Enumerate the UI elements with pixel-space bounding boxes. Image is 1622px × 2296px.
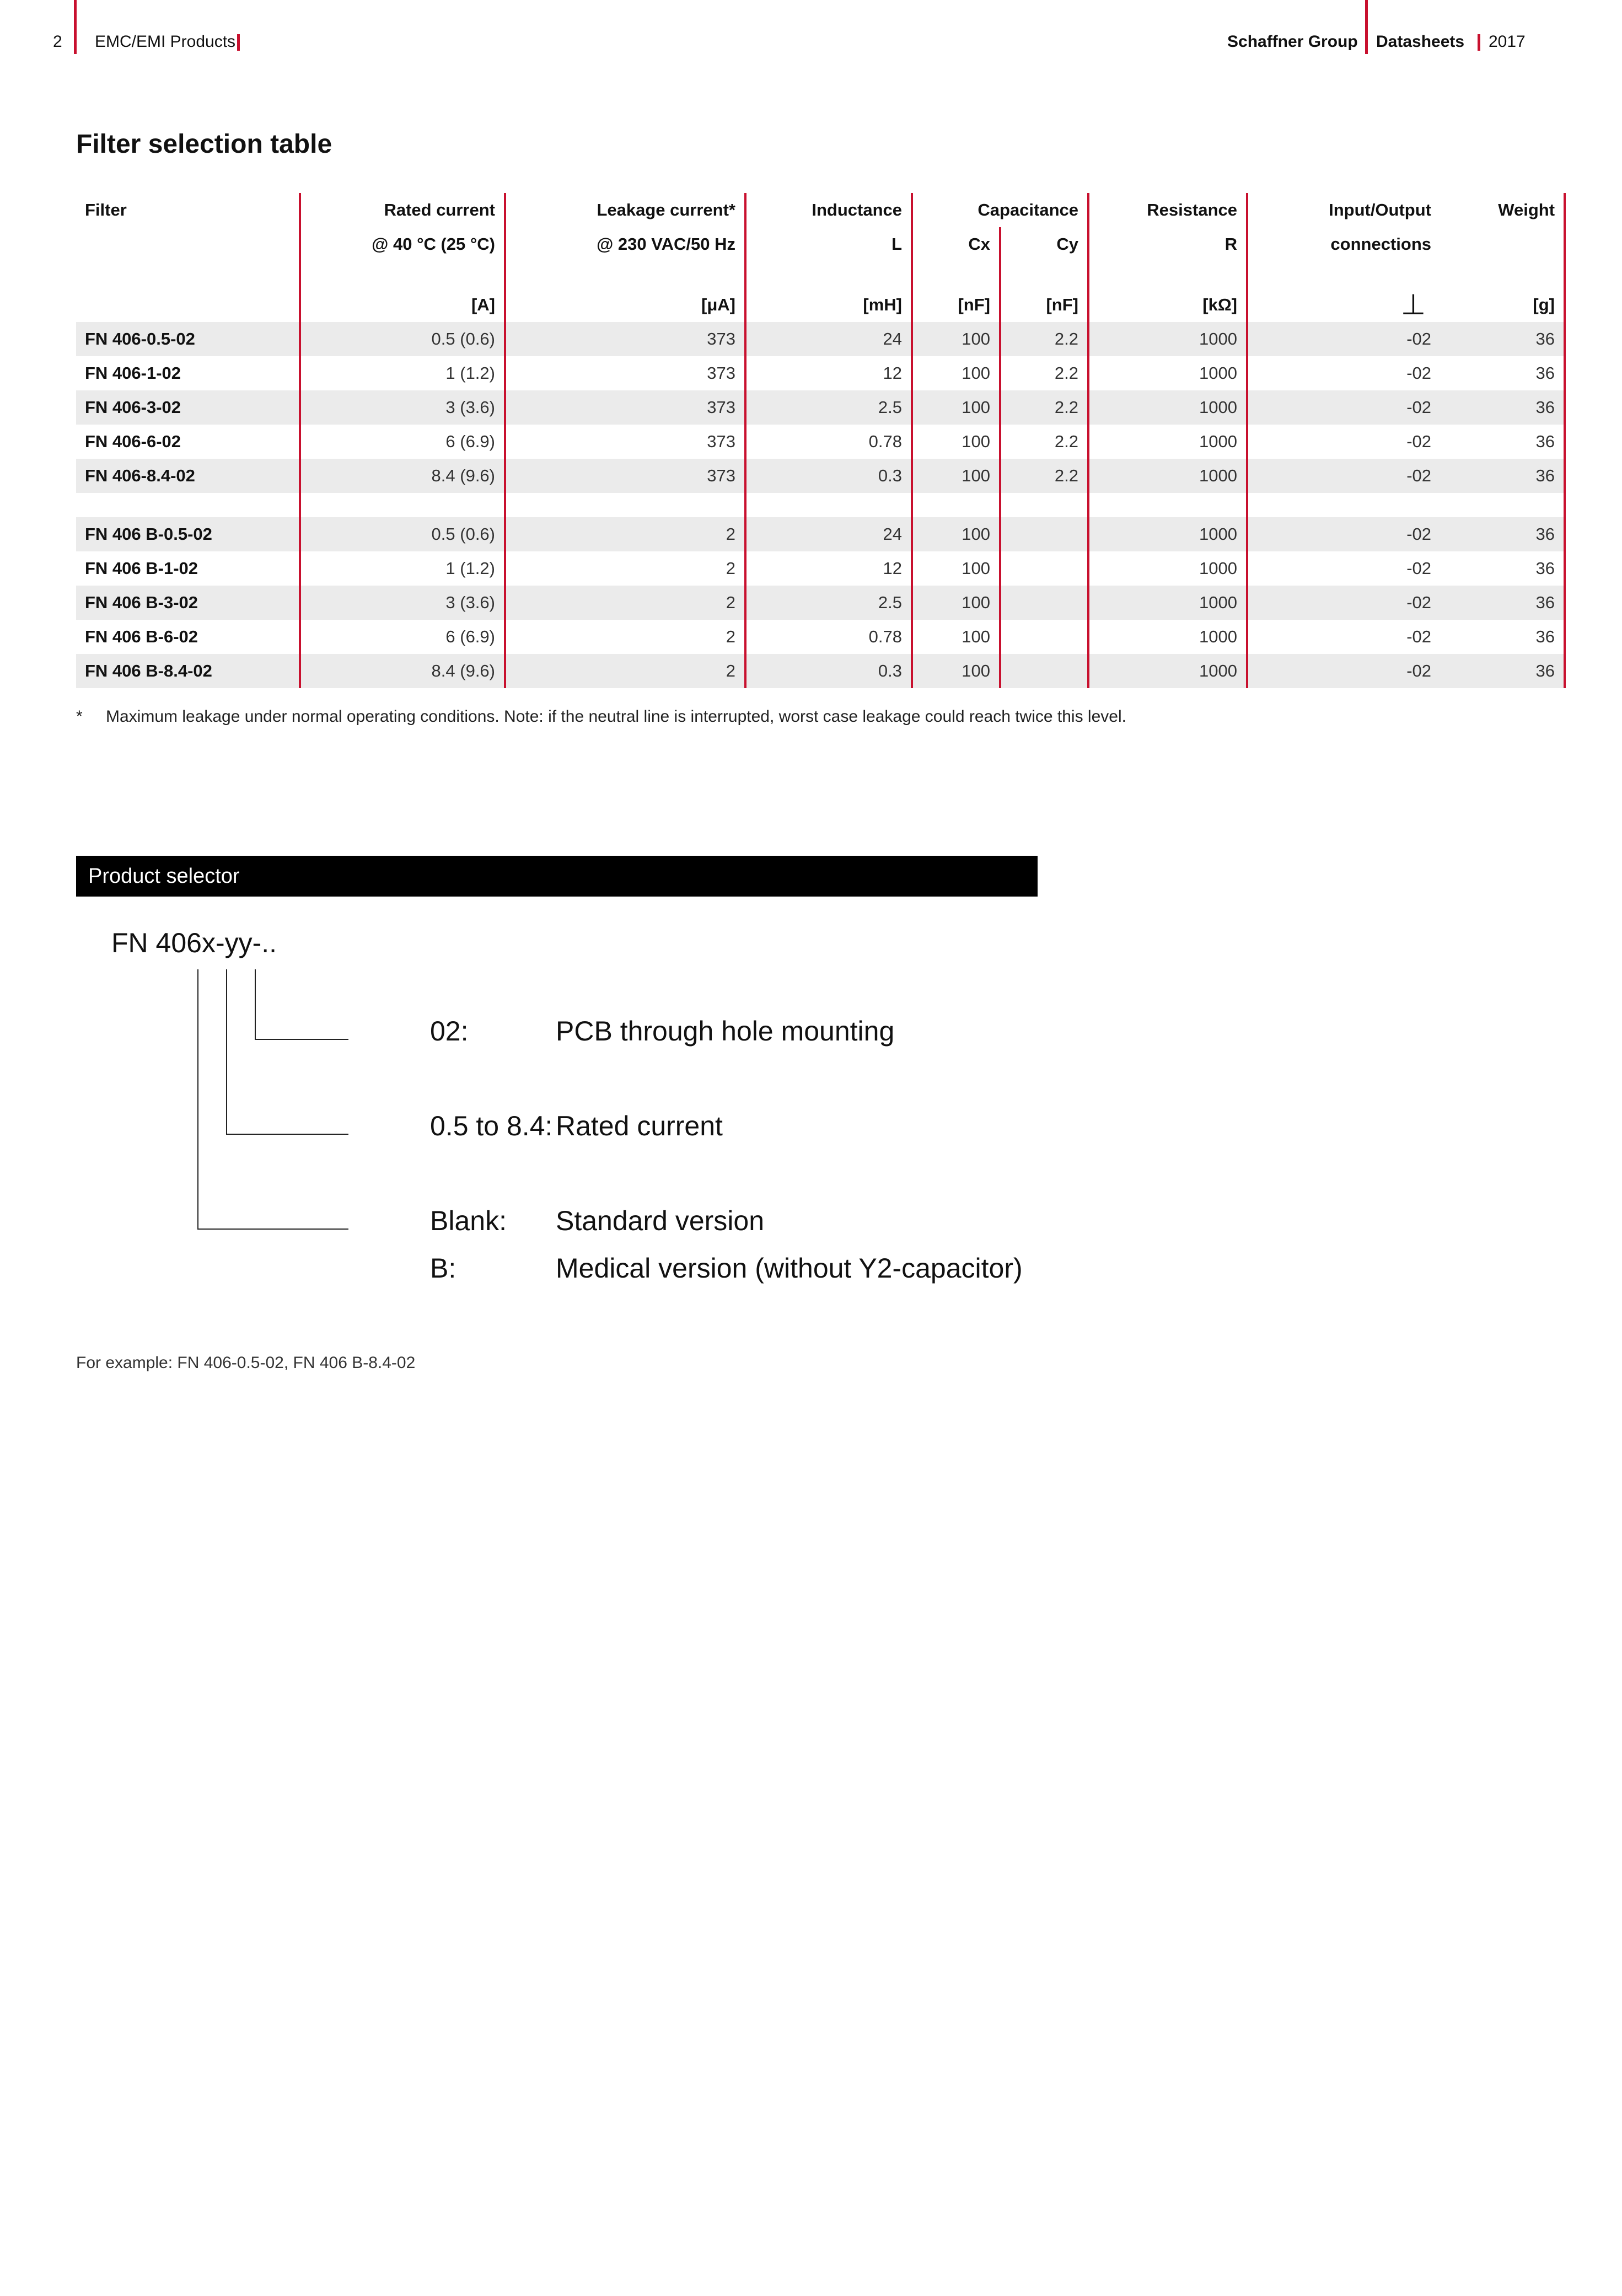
table-cell: -02 — [1247, 654, 1440, 688]
table-cell: 100 — [912, 517, 1000, 551]
selector-code: FN 406x-yy-.. — [111, 927, 277, 958]
header-divider-right — [1365, 0, 1368, 54]
subheader-cell: L — [745, 227, 912, 261]
selector-value-medical: Medical version (without Y2-capacitor) — [556, 1253, 1023, 1284]
subheader-cell: @ 230 VAC/50 Hz — [505, 227, 745, 261]
table-cell: 2 — [505, 620, 745, 654]
table-cell: 2 — [505, 586, 745, 620]
unit-cell: [mH] — [745, 288, 912, 322]
table-cell: 100 — [912, 586, 1000, 620]
subheader-cell: @ 40 °C (25 °C) — [300, 227, 505, 261]
table-cell: 2.2 — [1000, 459, 1088, 493]
table-cell: -02 — [1247, 322, 1440, 356]
footnote-marker: * — [76, 707, 83, 726]
table-cell: 24 — [745, 322, 912, 356]
table-cell: -02 — [1247, 459, 1440, 493]
filter-name-cell: FN 406 B-8.4-02 — [76, 654, 300, 688]
bracket-line-current-horizontal — [226, 1134, 348, 1135]
table-cell: 6 (6.9) — [300, 425, 505, 459]
table-header-gap — [76, 261, 1565, 288]
table-cell: 1000 — [1088, 654, 1247, 688]
table-cell: 36 — [1440, 390, 1565, 425]
table-cell: 1000 — [1088, 551, 1247, 586]
col-header-inductance: Inductance — [745, 193, 912, 227]
filter-name-cell: FN 406-1-02 — [76, 356, 300, 390]
table-cell: 100 — [912, 459, 1000, 493]
table-cell: 100 — [912, 551, 1000, 586]
table-cell: 36 — [1440, 517, 1565, 551]
col-header-rated-current: Rated current — [300, 193, 505, 227]
header-doc-type: Datasheets — [1376, 33, 1465, 51]
table-row — [76, 620, 1565, 654]
table-cell — [1000, 654, 1088, 688]
table-row — [76, 322, 1565, 356]
table-cell: 2.2 — [1000, 425, 1088, 459]
table-cell: 6 (6.9) — [300, 620, 505, 654]
header-year-divider — [1478, 34, 1480, 51]
table-cell: 36 — [1440, 654, 1565, 688]
table-header-row — [76, 193, 1565, 227]
subheader-cell: Cx — [912, 227, 1000, 261]
table-cell: 24 — [745, 517, 912, 551]
table-cell: 36 — [1440, 425, 1565, 459]
table-cell: 12 — [745, 356, 912, 390]
table-cell: 0.3 — [745, 654, 912, 688]
selector-example: For example: FN 406-0.5-02, FN 406 B-8.4-02 — [76, 1354, 416, 1372]
filter-name-cell: FN 406-0.5-02 — [76, 322, 300, 356]
table-row — [76, 459, 1565, 493]
table-cell: 1000 — [1088, 459, 1247, 493]
table-cell: 1000 — [1088, 517, 1247, 551]
table-cell: -02 — [1406, 363, 1432, 383]
page-number: 2 — [53, 33, 62, 51]
table-cell: 2 — [505, 551, 745, 586]
subheader-cell: Cy — [1000, 227, 1088, 261]
bracket-line-02-horizontal — [255, 1039, 348, 1040]
table-cell: 2 — [505, 654, 745, 688]
table-cell: 100 — [912, 390, 1000, 425]
table-cell: 0.5 (0.6) — [300, 517, 505, 551]
header-company: Schaffner Group — [1227, 33, 1358, 51]
table-cell: 36 — [1440, 356, 1565, 390]
unit-cell: [nF] — [1000, 288, 1088, 322]
table-cell: 1000 — [1088, 586, 1247, 620]
header-section: EMC/EMI Products — [95, 33, 236, 51]
table-cell: 373 — [505, 322, 745, 356]
selector-key-mounting: 02: — [430, 1016, 469, 1047]
table-cell: 100 — [912, 322, 1000, 356]
table-cell: 100 — [912, 425, 1000, 459]
table-cell: 8.4 (9.6) — [300, 459, 505, 493]
subheader-cell — [1440, 227, 1565, 261]
col-header-filter: Filter — [76, 193, 300, 227]
bracket-line-version-horizontal — [197, 1229, 348, 1230]
table-row — [76, 390, 1565, 425]
table-cell: -02 — [1406, 559, 1432, 578]
table-row — [76, 586, 1565, 620]
header-divider-left — [74, 0, 77, 54]
table-cell: 1000 — [1088, 390, 1247, 425]
table-row — [76, 425, 1565, 459]
table-subheader-row — [76, 227, 1565, 261]
table-cell: 8.4 (9.6) — [300, 654, 505, 688]
unit-cell: [kΩ] — [1088, 288, 1247, 322]
ground-symbol-icon: ⊥ — [1400, 289, 1426, 321]
table-cell: 373 — [505, 459, 745, 493]
table-cell: 36 — [1440, 551, 1565, 586]
unit-cell — [76, 288, 300, 322]
table-cell: 100 — [912, 356, 1000, 390]
table-cell: 3 (3.6) — [300, 390, 505, 425]
footnote-text: Maximum leakage under normal operating conditions. Note: if the neutral line is interrupted, worst case leakage could reach twice this level. — [106, 707, 1126, 726]
col-header-input-output: Input/Output — [1329, 200, 1432, 219]
table-cell: 1000 — [1088, 322, 1247, 356]
unit-cell: [g] — [1440, 288, 1565, 322]
table-cell: 36 — [1440, 586, 1565, 620]
table-cell — [1000, 551, 1088, 586]
unit-cell: [nF] — [912, 288, 1000, 322]
table-cell: -02 — [1406, 432, 1432, 451]
table-cell: 373 — [505, 425, 745, 459]
table-cell: 12 — [745, 551, 912, 586]
table-cell: 36 — [1440, 322, 1565, 356]
table-cell: 0.78 — [745, 425, 912, 459]
subheader-cell — [76, 227, 300, 261]
header-year: 2017 — [1489, 33, 1526, 51]
table-cell: 3 (3.6) — [300, 586, 505, 620]
unit-cell: [A] — [300, 288, 505, 322]
subheader-cell: R — [1088, 227, 1247, 261]
bracket-line-version-vertical — [197, 969, 198, 1230]
selector-value-current: Rated current — [556, 1111, 723, 1141]
filter-name-cell: FN 406-8.4-02 — [76, 459, 300, 493]
col-header-resistance: Resistance — [1088, 193, 1247, 227]
table-cell: 1 (1.2) — [300, 551, 505, 586]
table-cell: 1000 — [1088, 620, 1247, 654]
filter-name-cell: FN 406-6-02 — [76, 425, 300, 459]
selector-key-b: B: — [430, 1253, 456, 1284]
table-group-medical — [76, 517, 1565, 688]
table-cell: -02 — [1247, 390, 1440, 425]
selector-value-standard: Standard version — [556, 1205, 765, 1236]
table-row — [76, 356, 1565, 390]
bracket-line-current-vertical — [226, 969, 227, 1135]
table-footnote — [76, 706, 1126, 728]
table-row — [76, 551, 1565, 586]
bracket-line-02-vertical — [255, 969, 256, 1040]
table-cell — [1000, 620, 1088, 654]
table-cell: 2.2 — [1000, 322, 1088, 356]
table-row — [76, 517, 1565, 551]
selector-key-blank: Blank: — [430, 1205, 507, 1236]
table-cell: 2.5 — [745, 390, 912, 425]
table-cell: -02 — [1247, 586, 1440, 620]
table-cell: 1000 — [1088, 356, 1247, 390]
filter-name-cell: FN 406-3-02 — [76, 390, 300, 425]
selector-value-mounting: PCB through hole mounting — [556, 1016, 895, 1047]
table-row — [76, 654, 1565, 688]
unit-cell: [μA] — [505, 288, 745, 322]
table-cell: 100 — [912, 620, 1000, 654]
table-title: Filter selection table — [76, 130, 332, 159]
table-cell: 36 — [1440, 459, 1565, 493]
table-cell: 2.2 — [1000, 390, 1088, 425]
filter-name-cell: FN 406 B-1-02 — [76, 551, 300, 586]
filter-selection-table — [76, 193, 1566, 688]
table-cell: 36 — [1440, 620, 1565, 654]
selector-key-current: 0.5 to 8.4: — [430, 1111, 553, 1141]
table-cell: 0.5 (0.6) — [300, 322, 505, 356]
filter-name-cell: FN 406 B-3-02 — [76, 586, 300, 620]
table-units-row — [76, 288, 1565, 322]
table-group-spacer — [76, 493, 1565, 517]
table-cell: 100 — [912, 654, 1000, 688]
table-cell: -02 — [1406, 627, 1432, 646]
product-selector-title: Product selector — [88, 865, 240, 888]
table-cell: 2 — [505, 517, 745, 551]
table-cell: 373 — [505, 356, 745, 390]
table-cell: 373 — [505, 390, 745, 425]
table-cell: 1000 — [1088, 425, 1247, 459]
table-cell: 2.2 — [1000, 356, 1088, 390]
table-cell: 0.3 — [745, 459, 912, 493]
table-cell: 2.5 — [745, 586, 912, 620]
filter-name-cell: FN 406 B-6-02 — [76, 620, 300, 654]
product-selector-bar — [76, 856, 1038, 897]
col-header-weight: Weight — [1440, 193, 1565, 227]
subheader-cell: connections — [1330, 234, 1432, 254]
table-cell: 0.78 — [745, 620, 912, 654]
col-header-capacitance: Capacitance — [912, 193, 1088, 227]
filter-name-cell: FN 406 B-0.5-02 — [76, 517, 300, 551]
table-group-standard — [76, 322, 1565, 493]
table-cell — [1000, 517, 1088, 551]
header-accent-mark — [237, 34, 240, 51]
table-cell: 1 (1.2) — [300, 356, 505, 390]
table-cell — [1000, 586, 1088, 620]
table-cell: -02 — [1247, 517, 1440, 551]
col-header-leakage-current: Leakage current* — [505, 193, 745, 227]
